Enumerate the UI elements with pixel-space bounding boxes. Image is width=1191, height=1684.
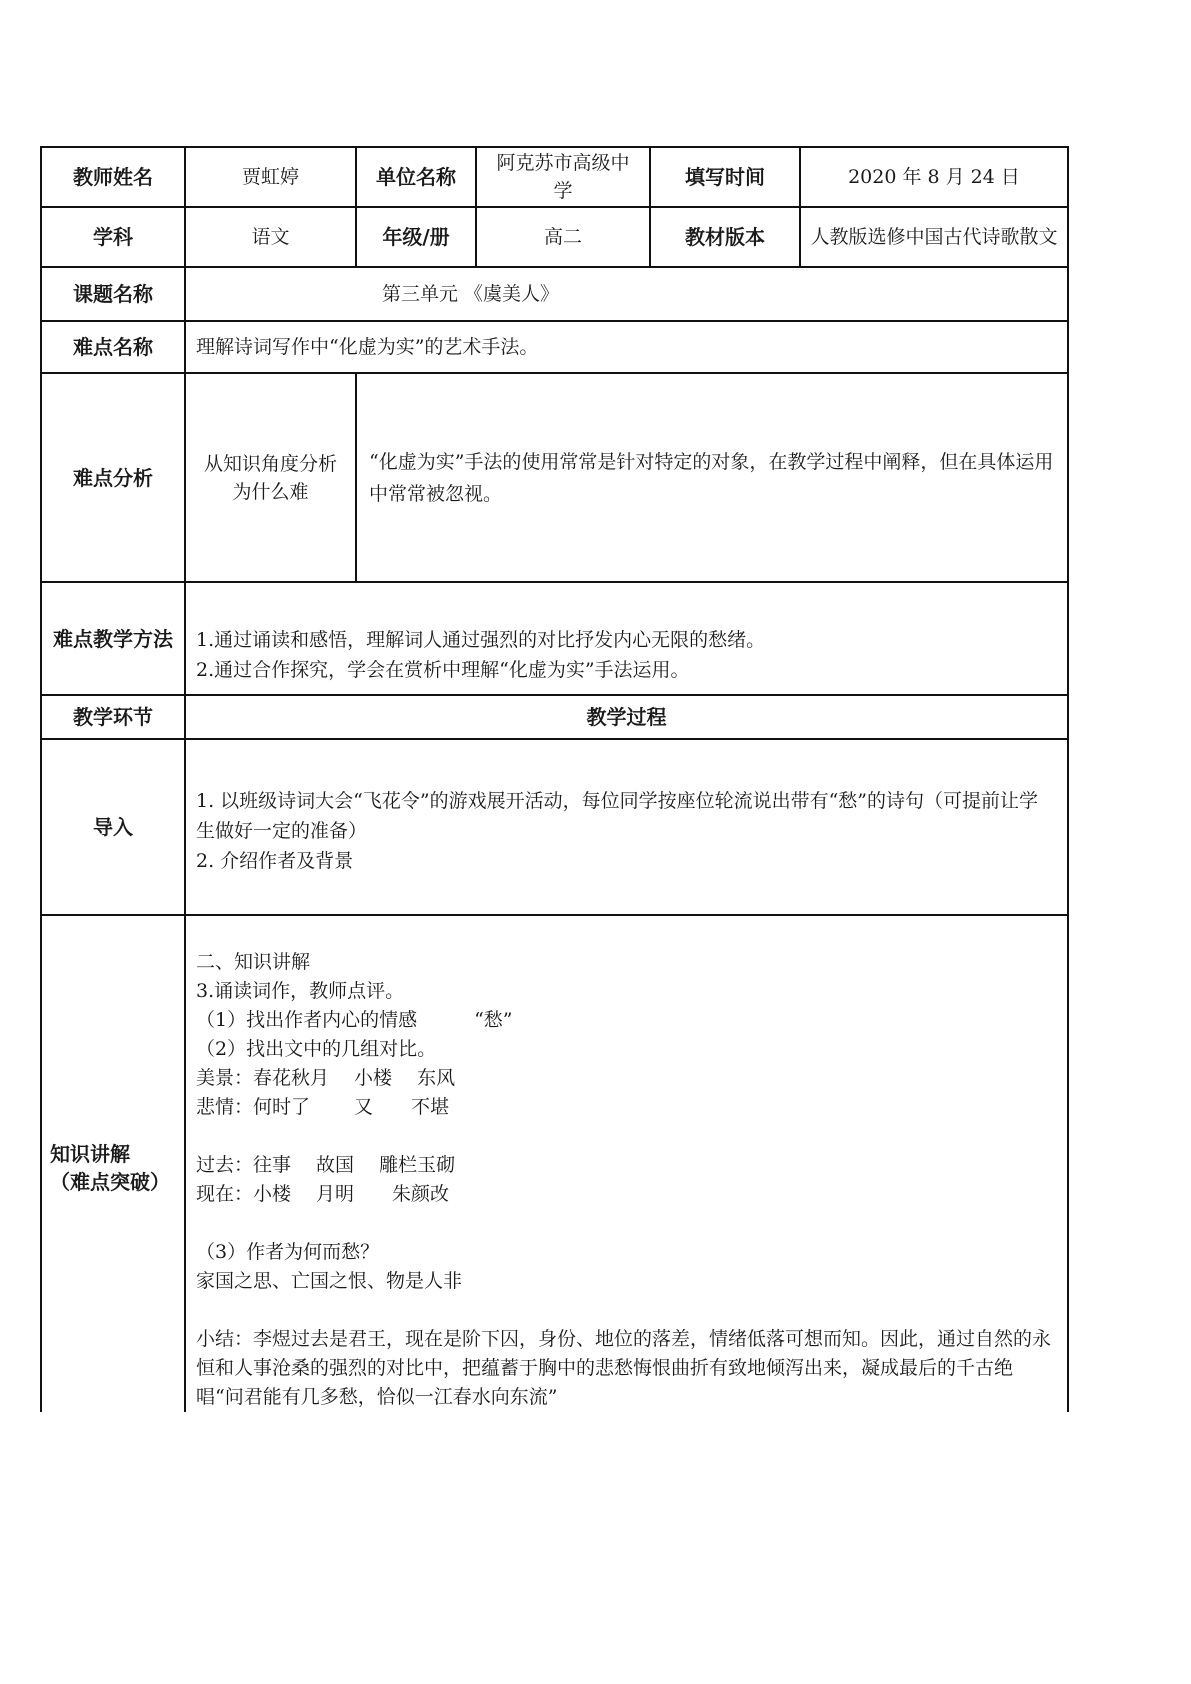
intro-line-2: 2. 介绍作者及背景: [196, 850, 354, 872]
teaching-process-header: 教学过程: [184, 694, 1069, 740]
knowledge-line: （1）找出作者内心的情感 “愁”: [196, 1009, 513, 1031]
knowledge-line: 二、知识讲解: [196, 951, 311, 973]
knowledge-label: [40, 914, 186, 1412]
edition-text: 人教版选修中国古代诗歌散文: [810, 226, 1058, 248]
grade-label: 年级/册: [355, 206, 477, 268]
intro-line-1: 1. 以班级诗词大会“飞花令”的游戏展开活动，每位同学按座位轮流说出带有“愁”的诗句（可提前让学生做好一定的准备）: [196, 790, 1039, 842]
knowledge-line: （3）作者为何而愁？: [196, 1241, 380, 1263]
teaching-method-lines: [196, 625, 765, 685]
teaching-stage-header: 教学环节: [40, 694, 186, 740]
unit-name-value: [475, 146, 651, 208]
unit-name-text: 阿克苏市高级中学: [496, 152, 630, 202]
method-line-2: 2.通过合作探究，学会在赏析中理解“化虚为实”手法运用。: [196, 659, 690, 681]
difficulty-name-label: 难点名称: [40, 320, 186, 374]
edition-label: 教材版本: [649, 206, 801, 268]
knowledge-line: 悲情：何时了 又 不堪: [196, 1096, 450, 1118]
knowledge-line: 现在：小楼 月明 朱颜改: [196, 1183, 450, 1205]
grade-value: 高二: [475, 206, 651, 268]
analysis-sub-text: 从知识角度分析为什么难: [203, 452, 337, 503]
teaching-method-value: [184, 581, 1069, 696]
fill-date-label: 填写时间: [649, 146, 801, 208]
intro-lines: [196, 786, 1057, 876]
teacher-name-label: 教师姓名: [40, 146, 186, 208]
knowledge-lines: [196, 948, 1057, 1412]
unit-name-label: 单位名称: [355, 146, 477, 208]
fill-date-value: 2020 年 8 月 24 日: [799, 146, 1069, 208]
lesson-title-value: 第三单元 《虞美人》: [184, 266, 1069, 322]
knowledge-label-line2: （难点突破）: [50, 1170, 170, 1194]
subject-value: 语文: [184, 206, 357, 268]
intro-content: [184, 738, 1069, 916]
subject-label: 学科: [40, 206, 186, 268]
knowledge-content: [184, 914, 1069, 1412]
knowledge-line: 过去：往事 故国 雕栏玉砌: [196, 1154, 456, 1176]
edition-value: [799, 206, 1069, 268]
difficulty-analysis-value: [355, 372, 1069, 583]
teaching-method-label: 难点教学方法: [40, 581, 186, 696]
knowledge-line: 美景：春花秋月 小楼 东风: [196, 1067, 456, 1089]
difficulty-name-value: 理解诗词写作中“化虚为实”的艺术手法。: [184, 320, 1069, 374]
intro-label: 导入: [40, 738, 186, 916]
knowledge-label-line1: 知识讲解: [50, 1142, 130, 1166]
analysis-text: “化虚为实”手法的使用常常是针对特定的对象，在教学过程中阐释，但在具体运用中常常被忽视。: [369, 450, 1054, 505]
teacher-name-value: 贾虹婷: [184, 146, 357, 208]
knowledge-summary: 小结：李煜过去是君王，现在是阶下囚，身份、地位的落差，情绪低落可想而知。因此，通过自然的永恒和人事沧桑的强烈的对比中，把蕴蓄于胸中的悲愁悔恨曲折有致地倾泻出来，凝成最后的千古绝唱“问君能有几多愁，恰似一江春水向东流”: [196, 1328, 1052, 1408]
difficulty-analysis-label: 难点分析: [40, 372, 186, 583]
method-line-1: 1.通过诵读和感悟，理解词人通过强烈的对比抒发内心无限的愁绪。: [196, 629, 766, 651]
lesson-title-label: 课题名称: [40, 266, 186, 322]
knowledge-line: （2）找出文中的几组对比。: [196, 1038, 437, 1060]
analysis-sub-label: [184, 372, 357, 583]
knowledge-line: 3.诵读词作，教师点评。: [196, 980, 405, 1002]
knowledge-line: 家国之思、亡国之恨、物是人非: [196, 1270, 463, 1292]
